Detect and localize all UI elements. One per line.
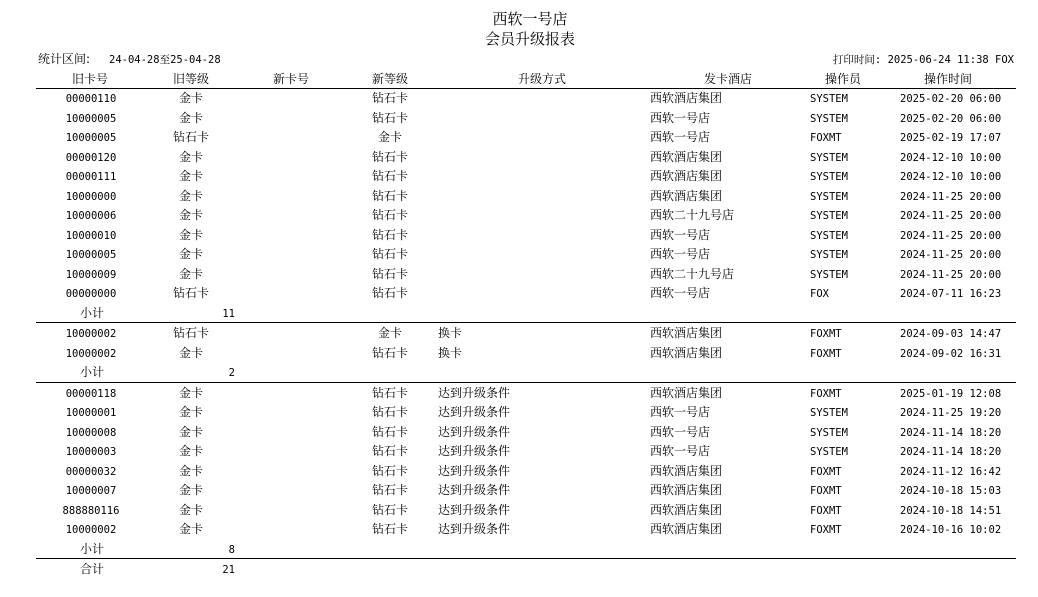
cell-method: 达到升级条件 <box>438 483 511 497</box>
cell-new-level: 钻石卡 <box>371 91 408 105</box>
cell-hotel: 西软二十九号店 <box>650 208 735 222</box>
cell-operator: SYSTEM <box>810 407 848 419</box>
cell-new-level: 钻石卡 <box>371 346 408 360</box>
cell-time: 2024-09-03 14:47 <box>900 328 1002 340</box>
cell-time: 2024-11-14 18:20 <box>900 446 1002 458</box>
cell-hotel: 西软一号店 <box>650 425 711 439</box>
cell-hotel: 西软酒店集团 <box>650 189 723 203</box>
cell-hotel: 西软一号店 <box>650 286 711 300</box>
cell-time: 2024-11-25 20:00 <box>900 249 1002 261</box>
cell-old-card: 00000118 <box>65 388 117 400</box>
cell-new-level: 金卡 <box>377 326 402 340</box>
subtotal-value: 11 <box>222 308 235 320</box>
cell-old-card: 00000000 <box>65 288 117 300</box>
cell-new-level: 钻石卡 <box>371 189 408 203</box>
cell-new-level: 钻石卡 <box>371 405 408 419</box>
cell-hotel: 西软酒店集团 <box>650 150 723 164</box>
cell-operator: FOXMT <box>810 524 842 536</box>
cell-operator: FOX <box>810 288 829 300</box>
cell-time: 2024-11-14 18:20 <box>900 427 1002 439</box>
cell-hotel: 西软一号店 <box>650 130 711 144</box>
cell-time: 2024-12-10 10:00 <box>900 152 1002 164</box>
cell-hotel: 西软酒店集团 <box>650 386 723 400</box>
cell-old-level: 金卡 <box>178 386 203 400</box>
cell-old-card: 00000120 <box>65 152 117 164</box>
period-value: 24-04-28至25-04-28 <box>109 54 221 66</box>
cell-time: 2024-11-25 20:00 <box>900 191 1002 203</box>
cell-hotel: 西软酒店集团 <box>650 522 723 536</box>
cell-hotel: 西软酒店集团 <box>650 91 723 105</box>
cell-operator: SYSTEM <box>810 113 848 125</box>
cell-old-level: 金卡 <box>178 425 203 439</box>
cell-operator: SYSTEM <box>810 446 848 458</box>
cell-operator: SYSTEM <box>810 249 848 261</box>
cell-method: 达到升级条件 <box>438 386 511 400</box>
cell-operator: FOXMT <box>810 328 842 340</box>
cell-new-level: 钻石卡 <box>371 267 408 281</box>
cell-old-card: 888880116 <box>62 505 120 517</box>
cell-time: 2024-10-18 15:03 <box>900 485 1002 497</box>
cell-hotel: 西软酒店集团 <box>650 326 723 340</box>
print-time: 打印时间: 2025-06-24 11:38 FOX <box>832 54 1014 66</box>
cell-hotel: 西软一号店 <box>650 228 711 242</box>
cell-operator: FOXMT <box>810 485 842 497</box>
cell-old-card: 10000002 <box>65 524 117 536</box>
cell-time: 2024-10-16 10:02 <box>900 524 1002 536</box>
subtotal-label: 小计 <box>80 306 105 320</box>
cell-operator: FOXMT <box>810 466 842 478</box>
cell-old-card: 10000007 <box>65 485 117 497</box>
cell-time: 2025-02-20 06:00 <box>900 113 1002 125</box>
cell-old-card: 10000010 <box>65 230 117 242</box>
header-hotel: 发卡酒店 <box>703 72 752 86</box>
subtotal-value: 8 <box>228 544 235 556</box>
cell-time: 2024-11-25 20:00 <box>900 210 1002 222</box>
cell-time: 2024-11-25 19:20 <box>900 407 1002 419</box>
cell-method: 换卡 <box>438 346 463 360</box>
cell-old-level: 钻石卡 <box>172 286 209 300</box>
cell-new-level: 钻石卡 <box>371 386 408 400</box>
cell-hotel: 西软一号店 <box>650 247 711 261</box>
cell-old-level: 金卡 <box>178 111 203 125</box>
cell-old-level: 金卡 <box>178 444 203 458</box>
cell-time: 2024-11-12 16:42 <box>900 466 1002 478</box>
cell-old-card: 00000032 <box>65 466 117 478</box>
cell-new-level: 钻石卡 <box>371 503 408 517</box>
cell-old-level: 金卡 <box>178 150 203 164</box>
cell-new-level: 钻石卡 <box>371 111 408 125</box>
header-method: 升级方式 <box>517 72 566 86</box>
cell-operator: FOXMT <box>810 388 842 400</box>
cell-hotel: 西软酒店集团 <box>650 503 723 517</box>
cell-hotel: 西软一号店 <box>650 405 711 419</box>
cell-old-card: 10000002 <box>65 348 117 360</box>
cell-old-card: 10000005 <box>65 132 117 144</box>
cell-hotel: 西软酒店集团 <box>650 169 723 183</box>
header-operator: 操作员 <box>824 72 861 86</box>
cell-operator: SYSTEM <box>810 93 848 105</box>
cell-method: 换卡 <box>438 326 463 340</box>
cell-old-card: 00000111 <box>65 171 117 183</box>
cell-method: 达到升级条件 <box>438 444 511 458</box>
cell-method: 达到升级条件 <box>438 522 511 536</box>
cell-method: 达到升级条件 <box>438 464 511 478</box>
cell-old-level: 金卡 <box>178 189 203 203</box>
cell-operator: SYSTEM <box>810 191 848 203</box>
cell-new-level: 金卡 <box>377 130 402 144</box>
subtotal-label: 小计 <box>80 365 105 379</box>
header-new-card: 新卡号 <box>272 72 309 86</box>
total-label: 合计 <box>80 562 105 576</box>
cell-old-card: 10000005 <box>65 113 117 125</box>
cell-operator: SYSTEM <box>810 171 848 183</box>
cell-old-level: 金卡 <box>178 267 203 281</box>
cell-new-level: 钻石卡 <box>371 228 408 242</box>
cell-old-card: 00000110 <box>65 93 117 105</box>
cell-old-level: 金卡 <box>178 483 203 497</box>
cell-hotel: 西软酒店集团 <box>650 346 723 360</box>
cell-old-level: 钻石卡 <box>172 130 209 144</box>
cell-old-level: 金卡 <box>178 346 203 360</box>
report-title: 会员升级报表 <box>484 30 575 48</box>
cell-new-level: 钻石卡 <box>371 464 408 478</box>
cell-old-card: 10000009 <box>65 269 117 281</box>
cell-time: 2024-07-11 16:23 <box>900 288 1002 300</box>
divider <box>36 382 1016 383</box>
cell-operator: SYSTEM <box>810 269 848 281</box>
cell-operator: SYSTEM <box>810 427 848 439</box>
header-old-level: 旧等级 <box>172 72 209 86</box>
cell-time: 2025-01-19 12:08 <box>900 388 1002 400</box>
cell-hotel: 西软酒店集团 <box>650 483 723 497</box>
cell-time: 2024-09-02 16:31 <box>900 348 1002 360</box>
subtotal-value: 2 <box>228 367 235 379</box>
cell-old-level: 钻石卡 <box>172 326 209 340</box>
cell-old-level: 金卡 <box>178 405 203 419</box>
cell-operator: FOXMT <box>810 505 842 517</box>
hotel-name: 西软一号店 <box>492 10 568 28</box>
cell-operator: SYSTEM <box>810 230 848 242</box>
cell-time: 2025-02-19 17:07 <box>900 132 1002 144</box>
cell-hotel: 西软一号店 <box>650 444 711 458</box>
cell-old-card: 10000000 <box>65 191 117 203</box>
divider <box>36 322 1016 323</box>
cell-time: 2024-11-25 20:00 <box>900 230 1002 242</box>
cell-operator: SYSTEM <box>810 152 848 164</box>
cell-old-card: 10000001 <box>65 407 117 419</box>
cell-hotel: 西软酒店集团 <box>650 464 723 478</box>
cell-operator: SYSTEM <box>810 210 848 222</box>
divider <box>36 88 1016 89</box>
cell-old-level: 金卡 <box>178 91 203 105</box>
cell-old-level: 金卡 <box>178 503 203 517</box>
cell-new-level: 钻石卡 <box>371 522 408 536</box>
divider <box>36 558 1016 559</box>
cell-old-level: 金卡 <box>178 464 203 478</box>
subtotal-label: 小计 <box>80 542 105 556</box>
period-label: 统计区间: <box>38 52 91 66</box>
cell-old-level: 金卡 <box>178 247 203 261</box>
cell-time: 2024-11-25 20:00 <box>900 269 1002 281</box>
cell-old-level: 金卡 <box>178 208 203 222</box>
cell-time: 2024-10-18 14:51 <box>900 505 1002 517</box>
header-time: 操作时间 <box>923 72 972 86</box>
cell-new-level: 钻石卡 <box>371 247 408 261</box>
cell-time: 2025-02-20 06:00 <box>900 93 1002 105</box>
cell-operator: FOXMT <box>810 348 842 360</box>
cell-old-card: 10000003 <box>65 446 117 458</box>
cell-new-level: 钻石卡 <box>371 150 408 164</box>
cell-new-level: 钻石卡 <box>371 444 408 458</box>
cell-method: 达到升级条件 <box>438 405 511 419</box>
cell-method: 达到升级条件 <box>438 503 511 517</box>
cell-time: 2024-12-10 10:00 <box>900 171 1002 183</box>
cell-old-card: 10000008 <box>65 427 117 439</box>
header-new-level: 新等级 <box>371 72 408 86</box>
cell-hotel: 西软一号店 <box>650 111 711 125</box>
cell-new-level: 钻石卡 <box>371 483 408 497</box>
cell-old-level: 金卡 <box>178 522 203 536</box>
cell-old-card: 10000006 <box>65 210 117 222</box>
header-old-card: 旧卡号 <box>71 72 108 86</box>
cell-hotel: 西软二十九号店 <box>650 267 735 281</box>
total-value: 21 <box>222 564 235 576</box>
cell-operator: FOXMT <box>810 132 842 144</box>
cell-new-level: 钻石卡 <box>371 425 408 439</box>
cell-old-level: 金卡 <box>178 169 203 183</box>
cell-old-card: 10000002 <box>65 328 117 340</box>
cell-new-level: 钻石卡 <box>371 169 408 183</box>
cell-method: 达到升级条件 <box>438 425 511 439</box>
cell-old-card: 10000005 <box>65 249 117 261</box>
cell-new-level: 钻石卡 <box>371 286 408 300</box>
cell-new-level: 钻石卡 <box>371 208 408 222</box>
cell-old-level: 金卡 <box>178 228 203 242</box>
